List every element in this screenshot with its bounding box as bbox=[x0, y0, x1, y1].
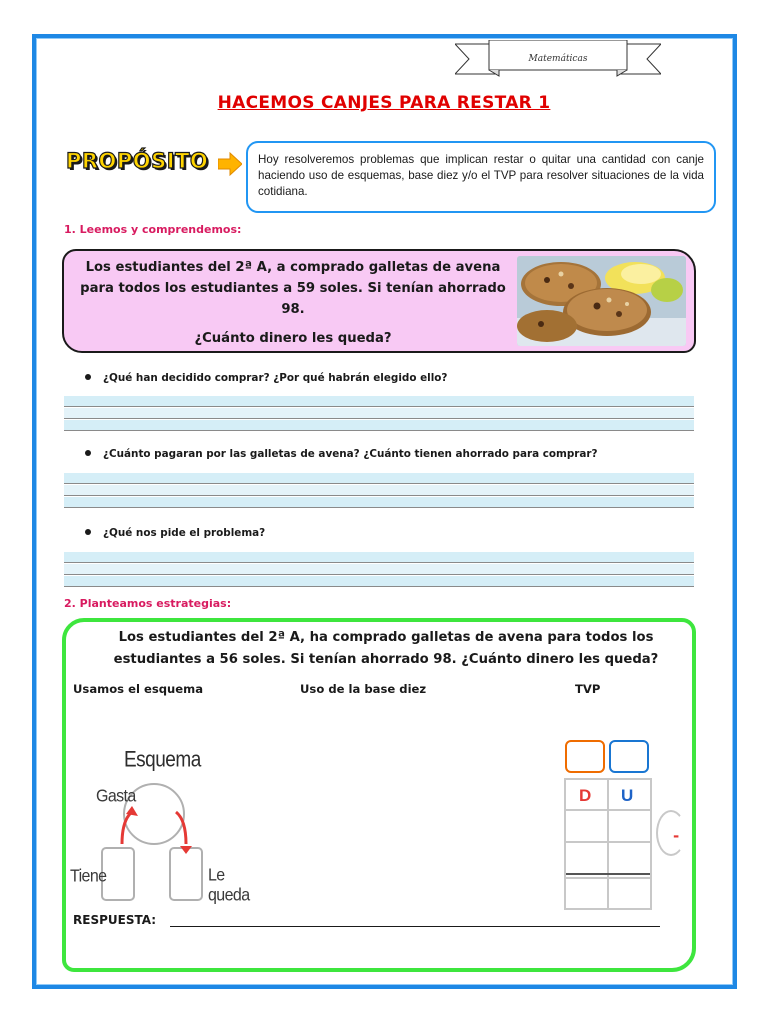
strategy-problem-text: Los estudiantes del 2ª A, ha comprado galletas de avena para todos los estudiantes a 56 soles. Si tenían ahorrado 98. ¿Cuánto dinero les queda? bbox=[113, 630, 659, 667]
schema-label-has: Tiene bbox=[70, 867, 107, 886]
oatmeal-cookies-photo bbox=[517, 256, 686, 346]
place-value-grid bbox=[564, 778, 652, 910]
ruled-line bbox=[64, 552, 694, 563]
question-item bbox=[85, 372, 447, 384]
column-label-base-ten: Uso de la base diez bbox=[300, 682, 427, 696]
answer-lines[interactable] bbox=[64, 473, 694, 509]
ruled-line bbox=[64, 408, 694, 419]
problem-box bbox=[62, 249, 696, 353]
ruled-line bbox=[64, 485, 694, 496]
ruled-line bbox=[64, 396, 694, 407]
purpose-box bbox=[246, 141, 716, 213]
answer-lines[interactable] bbox=[64, 396, 694, 432]
arrow-right-icon bbox=[218, 152, 242, 176]
units-answer-box[interactable] bbox=[609, 740, 649, 773]
tens-answer-box[interactable] bbox=[565, 740, 605, 773]
answer-line[interactable] bbox=[170, 926, 660, 927]
question-text: ¿Qué han decidido comprar? ¿Por qué habrán elegido ello? bbox=[103, 372, 448, 384]
bullet-icon bbox=[85, 374, 91, 380]
question-text: ¿Cuánto pagaran por las galletas de avena? ¿Cuánto tienen ahorrado para comprar? bbox=[103, 448, 598, 460]
answer-lines[interactable] bbox=[64, 552, 694, 588]
minus-sign: - bbox=[673, 827, 680, 845]
subject-label: Matemáticas bbox=[528, 54, 588, 64]
ruled-line bbox=[64, 497, 694, 508]
answer-label: RESPUESTA: bbox=[73, 913, 157, 927]
ruled-line bbox=[64, 473, 694, 484]
problem-text: Los estudiantes del 2ª A, a comprado galletas de avena para todos los estudiantes a 59 soles. Si tenían ahorrado 98. bbox=[80, 260, 506, 317]
units-header: U bbox=[621, 786, 634, 805]
purpose-text: Hoy resolveremos problemas que implican restar o quitar una cantidad con canje haciendo uso de esquemas, base diez y/o el TVP para resolver situaciones de la vida cotidiana. bbox=[258, 153, 704, 198]
bullet-icon bbox=[85, 450, 91, 456]
column-label-tvp: TVP bbox=[575, 682, 601, 696]
ruled-line bbox=[64, 576, 694, 587]
ruled-line bbox=[64, 564, 694, 575]
schema-title: Esquema bbox=[124, 748, 201, 773]
section-heading-strategies: 2. Planteamos estrategias: bbox=[64, 597, 232, 610]
question-item bbox=[85, 527, 265, 539]
schema-diagram bbox=[66, 746, 266, 906]
column-label-schema: Usamos el esquema bbox=[73, 682, 204, 696]
section-heading-read: 1. Leemos y comprendemos: bbox=[64, 223, 242, 236]
purpose-label: PROPÓSITO bbox=[66, 149, 209, 173]
question-item bbox=[85, 448, 598, 460]
problem-question: ¿Cuánto dinero les queda? bbox=[194, 331, 392, 346]
ruled-line bbox=[64, 420, 694, 431]
tens-header: D bbox=[579, 786, 592, 805]
bullet-icon bbox=[85, 529, 91, 535]
question-text: ¿Qué nos pide el problema? bbox=[103, 527, 266, 539]
page-title: HACEMOS CANJES PARA RESTAR 1 bbox=[217, 93, 551, 113]
operation-bracket bbox=[656, 810, 686, 856]
schema-label-spent: Gasta bbox=[96, 787, 136, 806]
schema-label-remains: Le queda bbox=[208, 866, 250, 905]
